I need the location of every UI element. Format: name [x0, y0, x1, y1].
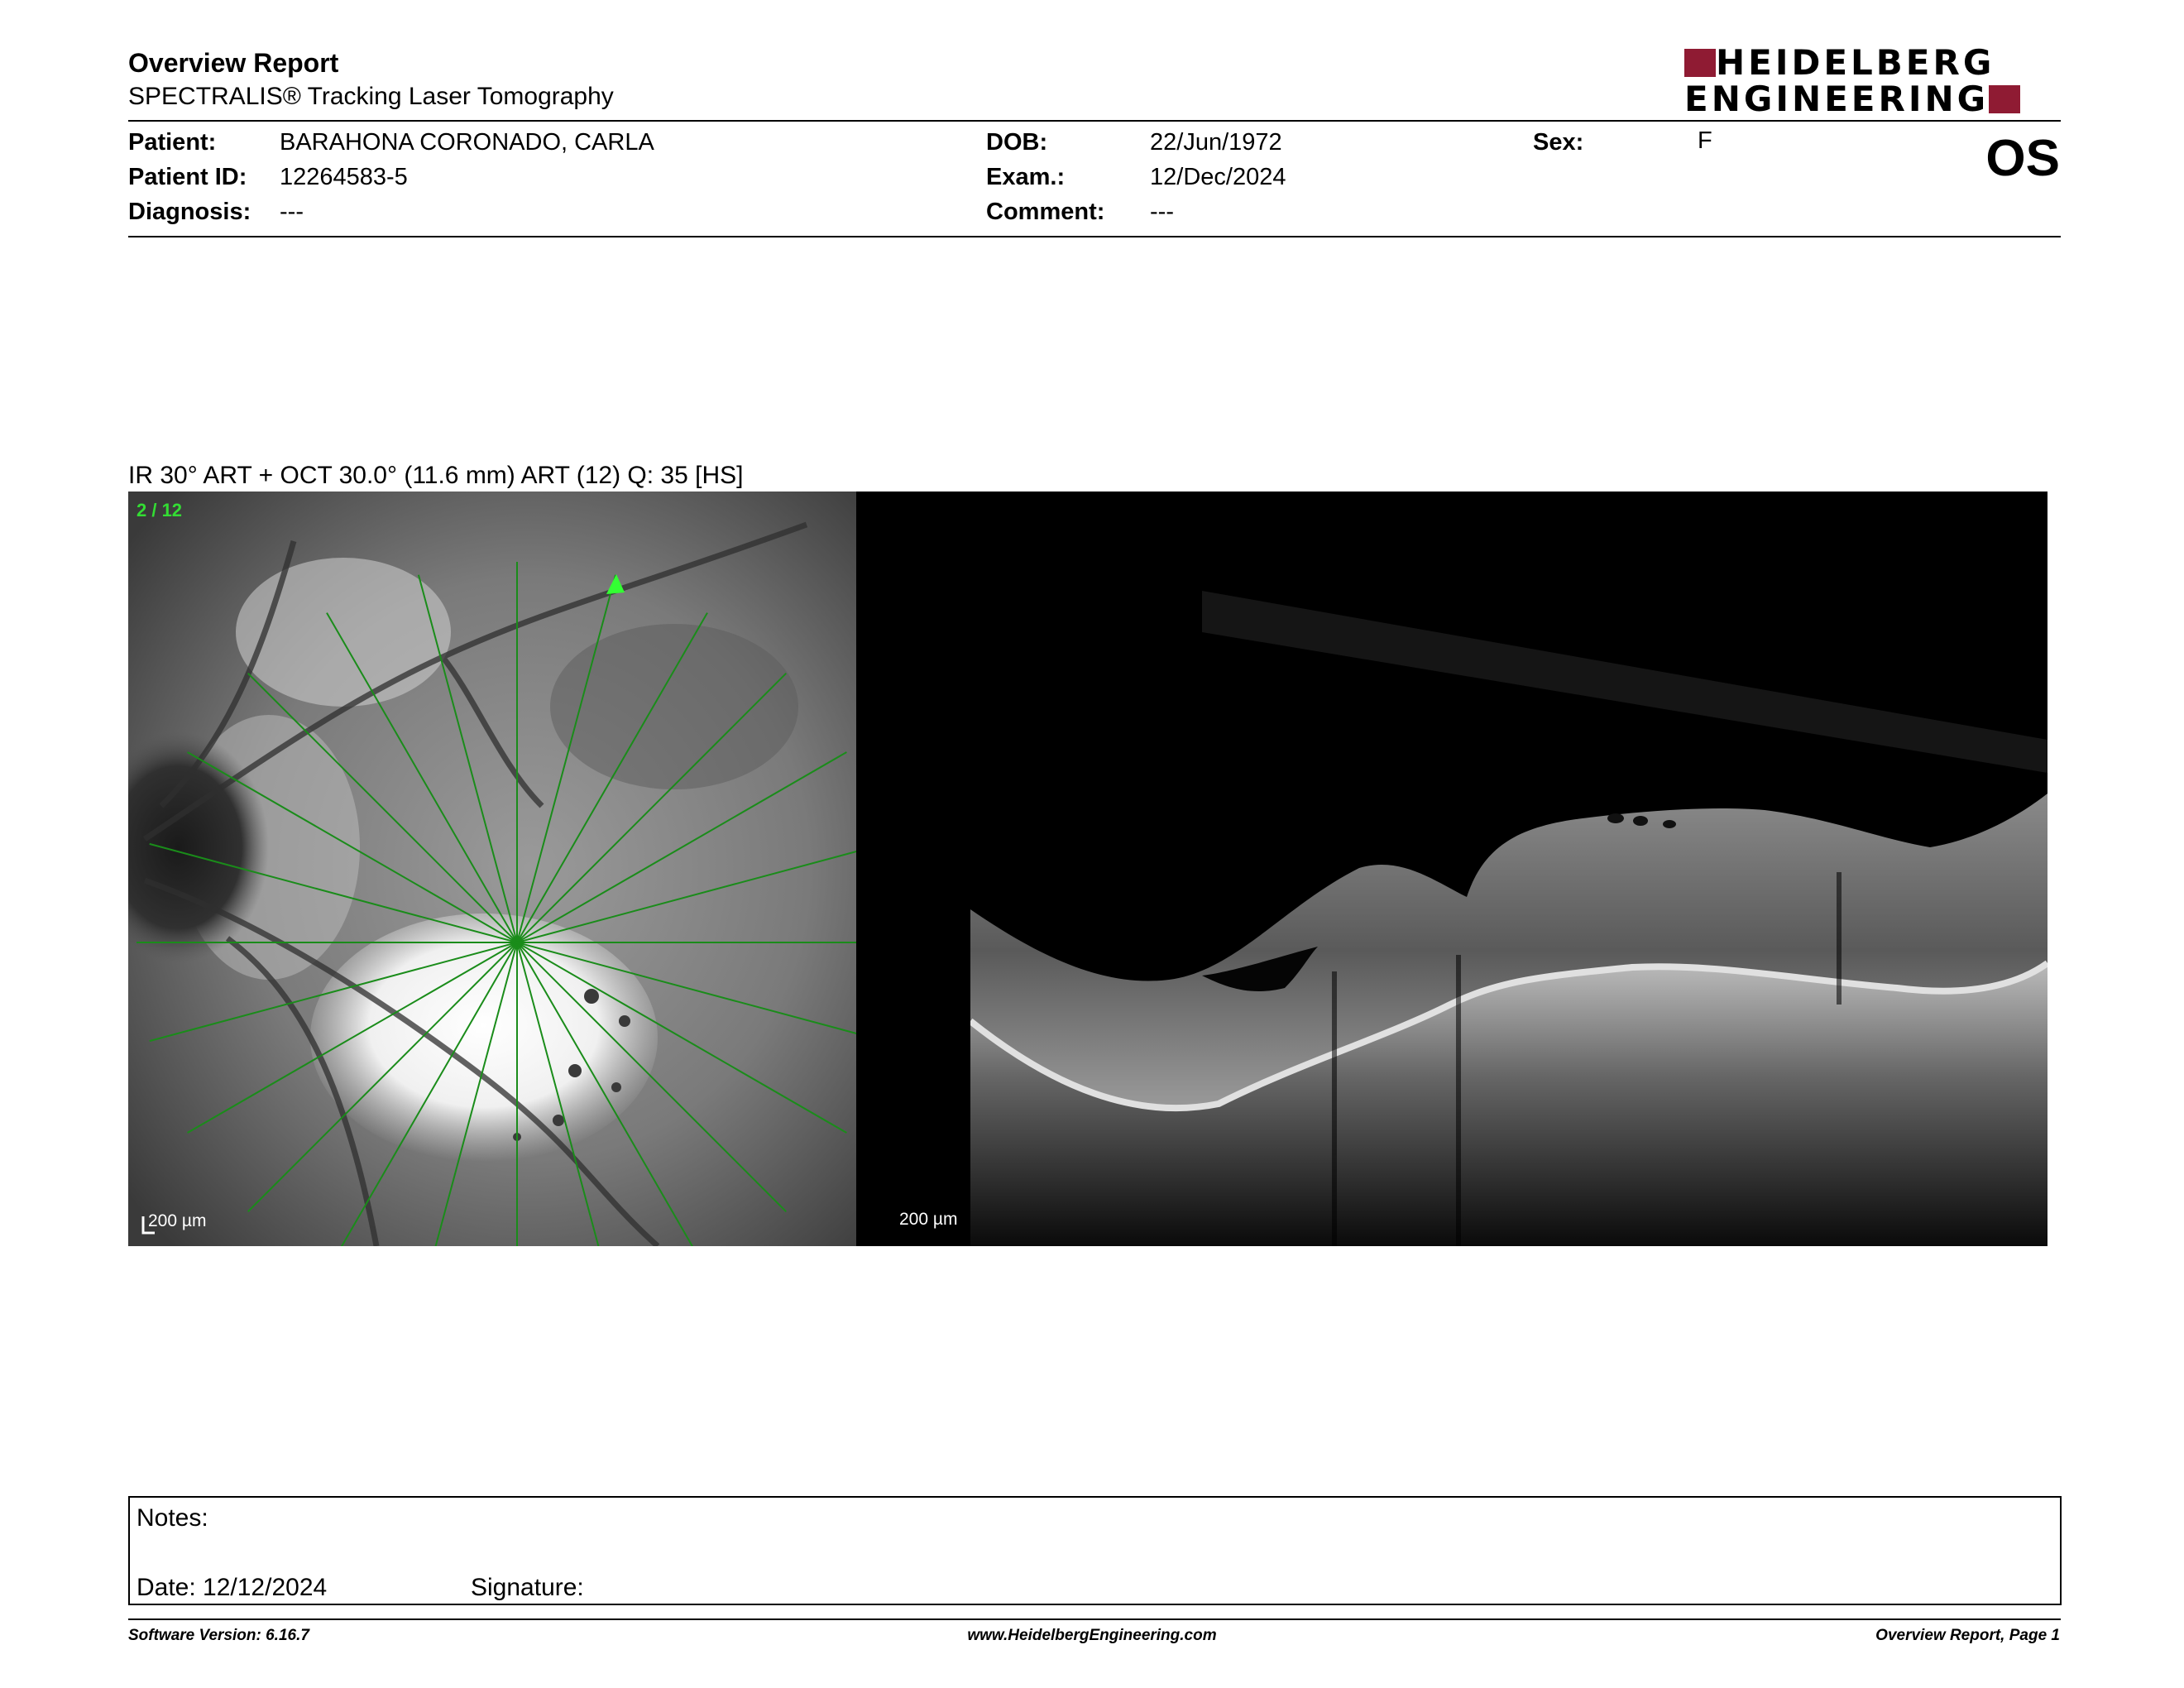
- patient-id: 12264583-5: [280, 164, 408, 190]
- heidelberg-logo: [1684, 42, 2065, 119]
- slo-scale-label: 200 µm: [148, 1211, 207, 1230]
- comment-value: ---: [1150, 199, 1174, 225]
- diagnosis-label: Diagnosis:: [128, 199, 251, 225]
- dob-label: DOB:: [986, 129, 1048, 156]
- signature-label: Signature:: [471, 1574, 584, 1601]
- header-divider: [128, 120, 2061, 122]
- software-version: Software Version: 6.16.7: [128, 1627, 309, 1644]
- date-label: Date: 12/12/2024: [136, 1574, 328, 1601]
- logo-row-2: [1684, 79, 2020, 119]
- exam-date: 12/Dec/2024: [1150, 164, 1286, 190]
- sex-label: Sex:: [1533, 129, 1584, 156]
- patient-name: BARAHONA CORONADO, CARLA: [280, 129, 654, 156]
- patient-label: Patient:: [128, 129, 217, 156]
- image-panel: [128, 492, 2048, 1246]
- logo-text-engineering: ENGINEERING: [1684, 79, 1990, 119]
- scan-index-label: 2 / 12: [136, 500, 183, 520]
- acquisition-title: IR 30° ART + OCT 30.0° (11.6 mm) ART (12) Q: 35 [HS]: [128, 462, 744, 489]
- report-title: Overview Report: [128, 48, 339, 78]
- footer-divider: [128, 1618, 2061, 1620]
- exam-label: Exam.:: [986, 164, 1066, 190]
- oct-scale-label: 200 µm: [899, 1210, 958, 1229]
- report-subtitle: SPECTRALIS® Tracking Laser Tomography: [128, 83, 614, 110]
- fundus-ir-image[interactable]: [128, 492, 856, 1246]
- info-divider: [128, 236, 2061, 237]
- eye-indicator: OS: [1985, 130, 2060, 187]
- logo-row-1: [1684, 42, 1995, 83]
- page-label: Overview Report, Page 1: [1875, 1627, 2060, 1644]
- website-link[interactable]: www.HeidelbergEngineering.com: [967, 1627, 1217, 1644]
- diagnosis-value: ---: [280, 199, 304, 225]
- notes-label: Notes:: [136, 1504, 208, 1532]
- dob-value: 22/Jun/1972: [1150, 129, 1282, 156]
- logo-square-icon: [1684, 49, 1716, 77]
- sex-value: F: [1698, 127, 1712, 154]
- notes-box[interactable]: [128, 1496, 2062, 1605]
- patient-id-label: Patient ID:: [128, 164, 247, 190]
- oct-bscan-image[interactable]: [970, 492, 2048, 1246]
- logo-square-icon: [1989, 85, 2020, 113]
- logo-text-heidelberg: HEIDELBERG: [1716, 42, 1995, 83]
- comment-label: Comment:: [986, 199, 1105, 225]
